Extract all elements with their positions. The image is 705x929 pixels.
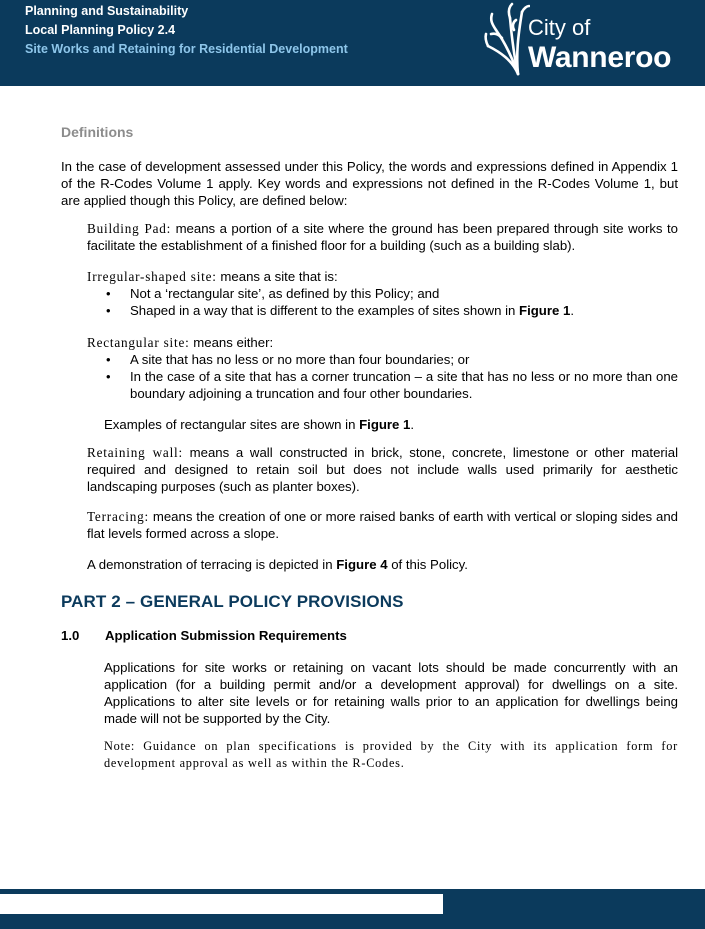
city-logo <box>482 0 704 80</box>
page-header <box>0 0 705 86</box>
definition-retaining-wall <box>87 444 678 495</box>
terracing-demo <box>87 556 678 573</box>
figure-reference: Figure 1 <box>519 303 571 318</box>
section-number: 1.0 <box>61 628 80 643</box>
term-rectangular-site: Rectangular site: <box>87 335 190 350</box>
demo-text: of this Policy. <box>387 557 468 572</box>
bullet-icon: • <box>106 369 111 384</box>
definition-text: means a portion of a site where the ground has been prepared through site works to facilitate the establishment of a finished floor for a building (such as a building slab). <box>87 221 678 253</box>
definition-irregular-site <box>87 268 678 285</box>
guidance-note: Note: Guidance on plan specifications is provided by the City with its application form for development approval as well as within the R-Codes. <box>104 739 678 770</box>
department-title: Planning and Sustainability <box>25 4 189 18</box>
submission-paragraph: Applications for site works or retaining on vacant lots should be made concurrently with an application (for a building permit and/or a development approval) for dwellings on a site. Applications to alter site levels or for retaining walls prior to an application for dwellings being made will not be supported by the City. <box>104 660 678 726</box>
demo-text: A demonstration of terracing is depicted in <box>87 557 337 572</box>
figure-reference: Figure 4 <box>336 557 388 572</box>
list-item: Not a ‘rectangular site’, as defined by this Policy; and <box>130 286 440 301</box>
figure-reference: Figure 1 <box>359 417 411 432</box>
header-text <box>25 2 348 59</box>
section-heading <box>61 628 347 643</box>
logo-wanneroo-text: Wanneroo <box>528 41 672 74</box>
rectangular-examples <box>104 416 678 433</box>
definitions-intro: In the case of development assessed under this Policy, the words and expressions defined in Appendix 1 of the R-Codes Volume 1 apply. Key words and expressions not defined in the R-Codes Volume 1, but are applied though this Policy, are defined below: <box>61 159 678 208</box>
examples-text: Examples of rectangular sites are shown in <box>104 417 360 432</box>
definition-building-pad <box>87 220 678 254</box>
definition-text: means the creation of one or more raised banks of earth with vertical or sloping sides and flat levels formed across a slope. <box>87 509 678 541</box>
definition-text: means a site that is: <box>216 269 338 284</box>
term-terracing: Terracing: <box>87 509 149 524</box>
definition-terracing <box>87 508 678 542</box>
bullet-icon: • <box>106 303 111 318</box>
list-item: In the case of a site that has a corner truncation – a site that has no less or no more than one boundary adjoining a truncation and four other boundaries. <box>130 369 678 401</box>
bullet-icon: • <box>106 286 111 301</box>
list-item-text: Shaped in a way that is different to the examples of sites shown in <box>130 303 520 318</box>
list-item <box>130 302 678 319</box>
definitions-heading: Definitions <box>61 124 134 140</box>
list-item-text: . <box>570 303 574 318</box>
section-title: Application Submission Requirements <box>105 628 347 643</box>
logo-city-text: City of <box>528 15 591 40</box>
part2-heading: PART 2 – GENERAL POLICY PROVISIONS <box>61 592 404 611</box>
term-retaining-wall: Retaining wall: <box>87 445 183 460</box>
definition-text: means a wall constructed in brick, stone, concrete, limestone or other material required and designed to retain soil but does not include walls used primarily for aesthetic landscaping purposes (such as planter boxes). <box>87 445 678 494</box>
bullet-icon: • <box>106 352 111 367</box>
logo-plant-icon <box>482 0 530 80</box>
examples-text: . <box>410 417 415 432</box>
definition-text: means either: <box>189 335 274 350</box>
list-item: A site that has no less or no more than four boundaries; or <box>130 352 470 367</box>
definition-rectangular-site <box>87 334 678 351</box>
policy-title: Site Works and Retaining for Residential Development <box>25 42 348 56</box>
policy-number: Local Planning Policy 2.4 <box>25 23 176 37</box>
term-building-pad: Building Pad: <box>87 221 172 236</box>
term-irregular-site: Irregular-shaped site: <box>87 269 217 284</box>
footer-stripe <box>0 894 443 914</box>
